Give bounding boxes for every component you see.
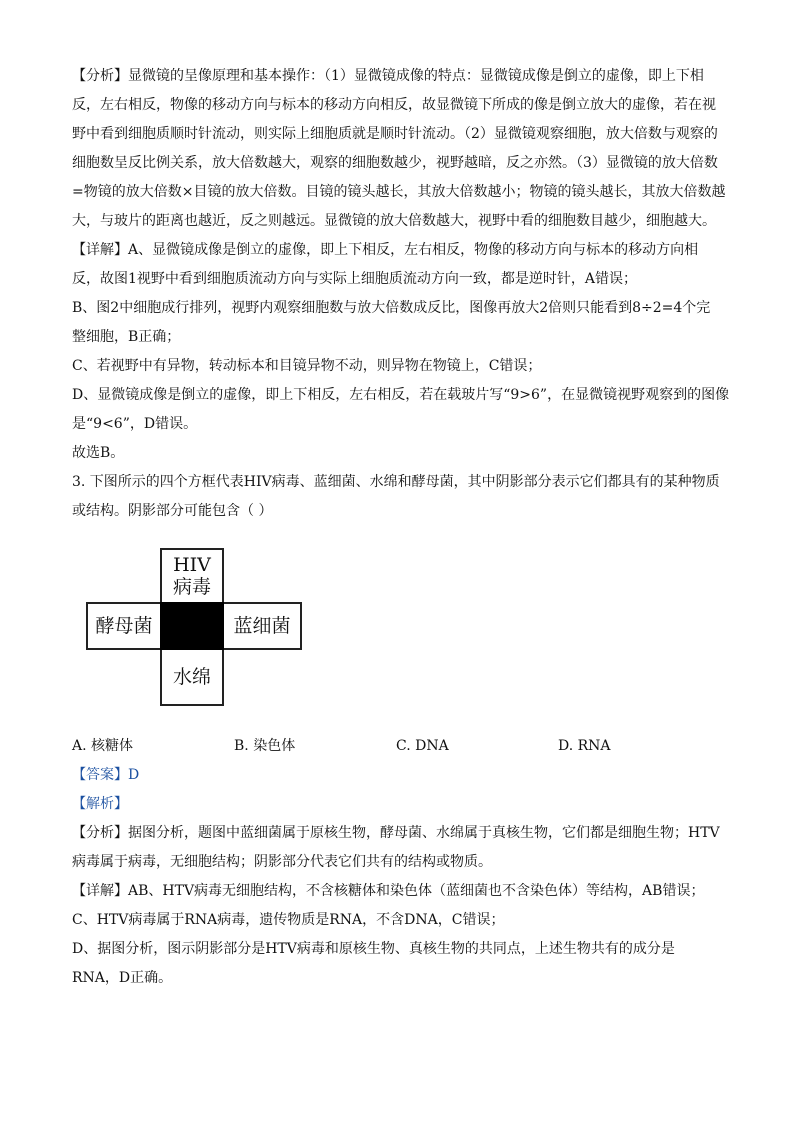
analysis-line: 细胞数呈反比例关系，放大倍数越大，观察的细胞数越少，视野越暗，反之亦然。（3）显微镜的放大倍数 — [72, 155, 718, 171]
cyanobacteria-label: 蓝细菌 — [233, 615, 291, 637]
conclusion-line: 故选B。 — [72, 445, 125, 461]
detail-section-q2 — [72, 236, 732, 468]
analysis-line: 【分析】据图分析，题图中蓝细菌属于原核生物，酵母菌、水绵属于真核生物，它们都是细胞生物；HTV — [72, 825, 720, 841]
detail-line: C、若视野中有异物，转动标本和目镜异物不动，则异物在物镜上，C错误； — [72, 358, 542, 374]
option-b: B. 染色体 — [234, 738, 296, 754]
detail-line: B、图2中细胞成行排列，视野内观察细胞数与放大倍数成反比，图像再放大2倍则只能看到8÷2=4个完 — [72, 300, 711, 316]
detail-line: 反，故图1视野中看到细胞质流动方向与实际上细胞质流动方向一致，都是逆时针，A错误； — [72, 271, 638, 287]
hiv-label-line1: HIV — [173, 554, 211, 576]
yeast-box — [86, 602, 162, 650]
spirogyra-label: 水绵 — [172, 666, 211, 688]
venn-cross-figure — [86, 548, 326, 718]
answer-options — [72, 732, 732, 761]
hiv-box — [160, 548, 224, 604]
detail-line: 【详解】A、显微镜成像是倒立的虚像，即上下相反，左右相反，物像的移动方向与标本的移动方向相 — [72, 242, 699, 258]
analysis-line: 反，左右相反，物像的移动方向与标本的移动方向相反，故显微镜下所成的像是倒立放大的虚像，若在视 — [72, 97, 716, 113]
detail-line: C、HTV病毒属于RNA病毒，遗传物质是RNA，不含DNA，C错误； — [72, 912, 505, 928]
spirogyra-box — [160, 648, 224, 706]
yeast-label: 酵母菌 — [95, 615, 153, 637]
analysis-line: 【分析】显微镜的呈像原理和基本操作：（1）显微镜成像的特点：显微镜成像是倒立的虚像，即上下相 — [72, 68, 704, 84]
hiv-label-line2: 病毒 — [172, 576, 211, 598]
detail-section-q3 — [72, 877, 732, 993]
detail-line: 【详解】AB、HTV病毒无细胞结构，不含核糖体和染色体（蓝细菌也不含染色体）等结构，AB错误； — [72, 883, 705, 899]
question-stem-line: 3. 下图所示的四个方框代表HIV病毒、蓝细菌、水绵和酵母菌，其中阴影部分表示它们都具有的某种物质 — [72, 474, 720, 490]
analysis-line: 大，与玻片的距离也越近，反之则越远。显微镜的放大倍数越大，视野中看的细胞数目越少，细胞越大。 — [72, 213, 716, 229]
option-d: D. RNA — [558, 738, 611, 754]
question-3 — [72, 468, 732, 819]
option-a: A. 核糖体 — [72, 738, 134, 754]
detail-line: 是“9<6”，D错误。 — [72, 416, 198, 432]
detail-line: 整细胞，B正确； — [72, 329, 181, 345]
analysis-line: 野中看到细胞质顺时针流动，则实际上细胞质就是顺时针流动。（2）显微镜观察细胞，放大倍数与观察的 — [72, 126, 718, 142]
cyanobacteria-box — [222, 602, 302, 650]
detail-line: D、据图分析，图示阴影部分是HTV病毒和原核生物、真核生物的共同点，上述生物共有的成分是 — [72, 941, 675, 957]
detail-line: RNA，D正确。 — [72, 970, 173, 986]
document-page — [72, 62, 732, 993]
analysis-line: =物镜的放大倍数×目镜的放大倍数。目镜的镜头越长，其放大倍数越小；物镜的镜头越长，其放大倍数越 — [72, 184, 726, 200]
shaded-overlap-region — [160, 602, 224, 650]
analysis-section-q3 — [72, 819, 732, 877]
explanation-label: 【解析】 — [72, 796, 128, 812]
analysis-section-q2 — [72, 62, 732, 236]
detail-line: D、显微镜成像是倒立的虚像，即上下相反，左右相反，若在载玻片写“9>6”，在显微镜视野观察到的图像 — [72, 387, 730, 403]
answer-label: 【答案】D — [72, 767, 140, 783]
question-stem-line: 或结构。阴影部分可能包含（ ） — [72, 503, 273, 519]
analysis-line: 病毒属于病毒，无细胞结构；阴影部分代表它们共有的结构或物质。 — [72, 854, 492, 870]
option-c: C. DNA — [396, 738, 449, 754]
